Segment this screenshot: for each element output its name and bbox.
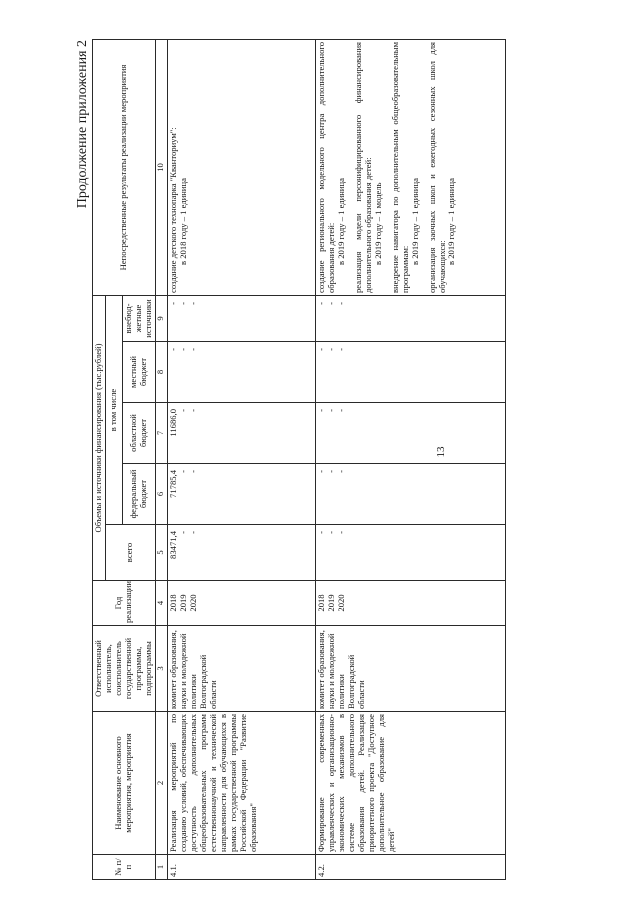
col-number: 6	[155, 464, 167, 525]
result-text: внедрение навигатора по дополнительным общеобразовательным программам:	[389, 41, 410, 293]
regional-cell	[315, 403, 505, 464]
header-extra: внебюд-жетные источники	[122, 295, 155, 341]
extra-value: -	[315, 301, 326, 305]
regional-value: -	[335, 409, 346, 412]
col-number: 8	[155, 342, 167, 403]
regional-cell	[167, 403, 315, 464]
col-number: 10	[155, 39, 167, 295]
extra-value: -	[335, 301, 346, 305]
header-regional: областной бюджет	[122, 403, 155, 464]
extra-value: -	[177, 301, 188, 305]
page-number: 13	[435, 446, 447, 458]
result-value: в 2019 году – 1 единица	[335, 178, 346, 265]
result-value: в 2019 году – 1 единица	[446, 178, 457, 265]
result-value: в 2018 году – 1 единица	[177, 178, 188, 265]
years-cell	[315, 581, 505, 626]
header-name: Наименование основного мероприятия, мероприятия	[93, 712, 156, 855]
activity-name: Формирование современных управленческих и организационно-экономических механизмов в системе дополнительного образования детей. Реализация приоритетного проекта "Доступное дополнительное образование для детей"	[315, 712, 505, 855]
total-value: -	[325, 531, 336, 534]
total-value: -	[187, 531, 198, 534]
col-number: 7	[155, 403, 167, 464]
row-num: 4.1.	[167, 855, 315, 880]
result-text: создание детского технопарка "Кванториум":	[167, 127, 178, 293]
executor: комитет образования, науки и молодежной политики Волгоградской области	[167, 626, 315, 712]
years-cell	[167, 581, 315, 626]
local-value: -	[315, 348, 326, 351]
federal-value: 71785,4	[167, 470, 178, 498]
local-value: -	[167, 348, 178, 351]
extra-value: -	[167, 301, 178, 305]
regional-value: -	[325, 409, 336, 412]
results-cell	[167, 39, 315, 295]
total-cell	[167, 525, 315, 581]
header-federal: федеральный бюджет	[122, 464, 155, 525]
year-value: 2019	[177, 594, 188, 612]
result-text: организация заочных школ и ежегодных сезонных школ для обучающихся:	[426, 41, 447, 293]
year-value: 2018	[315, 594, 326, 612]
local-cell	[167, 342, 315, 403]
year-value: 2018	[167, 594, 178, 612]
col-number: 1	[155, 855, 167, 880]
header-local: местный бюджет	[122, 342, 155, 403]
col-number: 3	[155, 626, 167, 712]
header-num: № п/п	[93, 855, 156, 880]
federal-value: -	[325, 470, 336, 473]
results-cell	[315, 39, 505, 295]
total-value: 83471,4	[167, 531, 178, 559]
header-total: всего	[105, 525, 155, 581]
federal-value: -	[177, 470, 188, 473]
local-value: -	[177, 348, 188, 351]
federal-value: -	[315, 470, 326, 473]
result-text: реализация модели персонифицированного финансирования дополнительного образования детей:	[352, 41, 373, 293]
header-year: Год реализации	[93, 581, 156, 626]
result-text: создание регионального модельного центра дополнительного образования детей:	[315, 41, 336, 293]
executor: комитет образования, науки и молодежной политики Волгоградской области	[315, 626, 505, 712]
local-value: -	[335, 348, 346, 351]
year-value: 2020	[187, 594, 198, 612]
result-value: в 2019 году – 1 модель	[372, 182, 383, 265]
local-value: -	[325, 348, 336, 351]
result-value: в 2019 году – 1 единица	[409, 178, 420, 265]
year-value: 2020	[335, 594, 346, 612]
activity-name: Реализация мероприятий по созданию условий, обеспечивающих доступность дополнительных общеобразовательных программ естественнонаучной и технической направленности для обучающихся в рамках государственной программы Российской Федерации "Развитие образования"	[167, 712, 315, 855]
col-number: 4	[155, 581, 167, 626]
header-executor: Ответственный исполнитель, соисполнитель государственной программы, подпрограммы	[93, 626, 156, 712]
regional-value: -	[187, 409, 198, 412]
federal-value: -	[187, 470, 198, 473]
rotated-page-content	[75, 40, 580, 880]
regional-value: -	[177, 409, 188, 412]
total-value: -	[335, 531, 346, 534]
program-activities-table	[92, 39, 506, 880]
federal-cell	[167, 464, 315, 525]
federal-cell	[315, 464, 505, 525]
local-cell	[315, 342, 505, 403]
total-value: -	[177, 531, 188, 534]
total-value: -	[315, 531, 326, 534]
header-row-1	[93, 39, 106, 879]
row-num: 4.2.	[315, 855, 505, 880]
federal-value: -	[335, 470, 346, 473]
regional-value: -	[315, 409, 326, 412]
regional-value: 11686,0	[167, 409, 178, 437]
column-number-row	[155, 39, 167, 879]
col-number: 5	[155, 525, 167, 581]
year-value: 2019	[325, 594, 336, 612]
col-number: 2	[155, 712, 167, 855]
local-value: -	[187, 348, 198, 351]
header-funding-group: Объемы и источники финансирования (тыс.рублей)	[93, 295, 106, 580]
extra-value: -	[187, 301, 198, 305]
extra-value: -	[325, 301, 336, 305]
total-cell	[315, 525, 505, 581]
appendix-heading: Продолжение приложения 2	[75, 40, 90, 209]
table-row	[315, 39, 505, 879]
table-row	[167, 39, 315, 879]
col-number: 9	[155, 295, 167, 341]
header-incl: в том числе	[105, 295, 122, 524]
extra-cell	[167, 295, 315, 341]
extra-cell	[315, 295, 505, 341]
header-results: Непосредственные результаты реализации мероприятия	[93, 39, 156, 295]
